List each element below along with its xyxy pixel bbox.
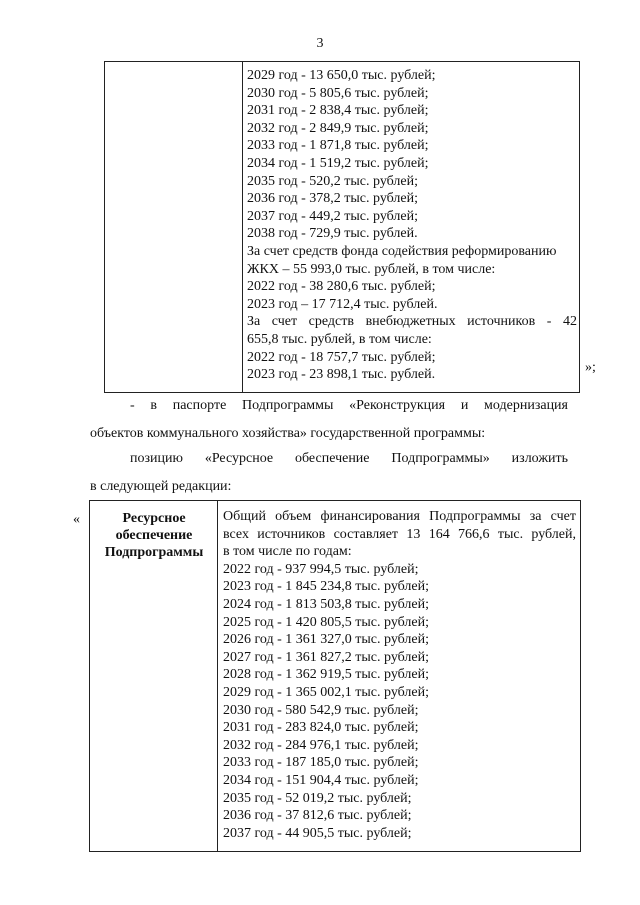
funding-line: 2030 год - 5 805,6 тыс. рублей; [247, 85, 429, 101]
funding-cell [223, 508, 576, 842]
funding-line: За счет средств внебюджетных источников - 42 [247, 314, 577, 330]
funding-line: 2029 год - 1 365 002,1 тыс. рублей; [223, 684, 430, 700]
column-divider [217, 501, 218, 851]
funding-line: в том числе по годам: [223, 544, 352, 560]
column-divider [242, 62, 243, 392]
funding-line: 655,8 тыс. рублей, в том числе: [247, 331, 432, 347]
funding-line: 2022 год - 937 994,5 тыс. рублей; [223, 561, 419, 577]
funding-table-continued [104, 61, 580, 393]
funding-line: 2037 год - 449,2 тыс. рублей; [247, 208, 419, 224]
funding-line: 2034 год - 1 519,2 тыс. рублей; [247, 155, 429, 171]
funding-line: 2023 год - 23 898,1 тыс. рублей. [247, 367, 436, 383]
row-header-line: Ресурсное [122, 511, 186, 526]
funding-line: 2031 год - 2 838,4 тыс. рублей; [247, 103, 429, 119]
funding-line: 2033 год - 187 185,0 тыс. рублей; [223, 755, 419, 771]
funding-line: 2025 год - 1 420 805,5 тыс. рублей; [223, 614, 430, 630]
funding-line: 2022 год - 18 757,7 тыс. рублей; [247, 349, 436, 365]
funding-line: 2032 год - 284 976,1 тыс. рублей; [223, 737, 419, 753]
paragraph-line: позицию «Ресурсное обеспечение Подпрограммы» изложить [130, 451, 568, 466]
resource-provision-table [89, 500, 581, 852]
funding-line: 2026 год - 1 361 327,0 тыс. рублей; [223, 632, 430, 648]
funding-line: 2029 год - 13 650,0 тыс. рублей; [247, 68, 436, 83]
funding-line: 2030 год - 580 542,9 тыс. рублей; [223, 702, 419, 718]
funding-line: 2027 год - 1 361 827,2 тыс. рублей; [223, 649, 430, 665]
closing-quote-mark: »; [585, 360, 596, 375]
funding-line: 2031 год - 283 824,0 тыс. рублей; [223, 720, 419, 736]
row-header [94, 510, 214, 561]
funding-line: 2036 год - 37 812,6 тыс. рублей; [223, 808, 412, 824]
funding-line: 2028 год - 1 362 919,5 тыс. рублей; [223, 667, 430, 683]
funding-line: Общий объем финансирования Подпрограммы за счет [223, 509, 576, 524]
page-number: 3 [316, 36, 324, 51]
funding-line: 2023 год - 1 845 234,8 тыс. рублей; [223, 579, 430, 595]
funding-line: 2034 год - 151 904,4 тыс. рублей; [223, 772, 419, 788]
funding-line: 2033 год - 1 871,8 тыс. рублей; [247, 138, 429, 154]
funding-line: 2037 год - 44 905,5 тыс. рублей; [223, 825, 412, 841]
funding-line: 2023 год – 17 712,4 тыс. рублей. [247, 296, 438, 312]
funding-line: 2038 год - 729,9 тыс. рублей. [247, 226, 418, 242]
funding-line: 2036 год - 378,2 тыс. рублей; [247, 191, 419, 207]
funding-line: За счет средств фонда содействия реформированию [247, 243, 557, 259]
funding-line: всех источников составляет 13 164 766,6 тыс. рублей, [223, 526, 576, 542]
row-header-line: обеспечение [115, 528, 193, 543]
funding-line: 2024 год - 1 813 503,8 тыс. рублей; [223, 596, 430, 612]
funding-line: ЖКХ – 55 993,0 тыс. рублей, в том числе: [247, 261, 496, 277]
paragraph-line: объектов коммунального хозяйства» государственной программы: [90, 426, 486, 441]
opening-quote-mark: « [73, 512, 80, 527]
paragraph-line: - в паспорте Подпрограммы «Реконструкция и модернизация [130, 398, 568, 413]
row-header-line: Подпрограммы [104, 545, 204, 560]
funding-line: 2022 год - 38 280,6 тыс. рублей; [247, 279, 436, 295]
paragraph-line: в следующей редакции: [90, 479, 232, 494]
funding-cell [247, 67, 577, 384]
funding-line: 2035 год - 52 019,2 тыс. рублей; [223, 790, 412, 806]
funding-line: 2035 год - 520,2 тыс. рублей; [247, 173, 419, 189]
funding-line: 2032 год - 2 849,9 тыс. рублей; [247, 120, 429, 136]
